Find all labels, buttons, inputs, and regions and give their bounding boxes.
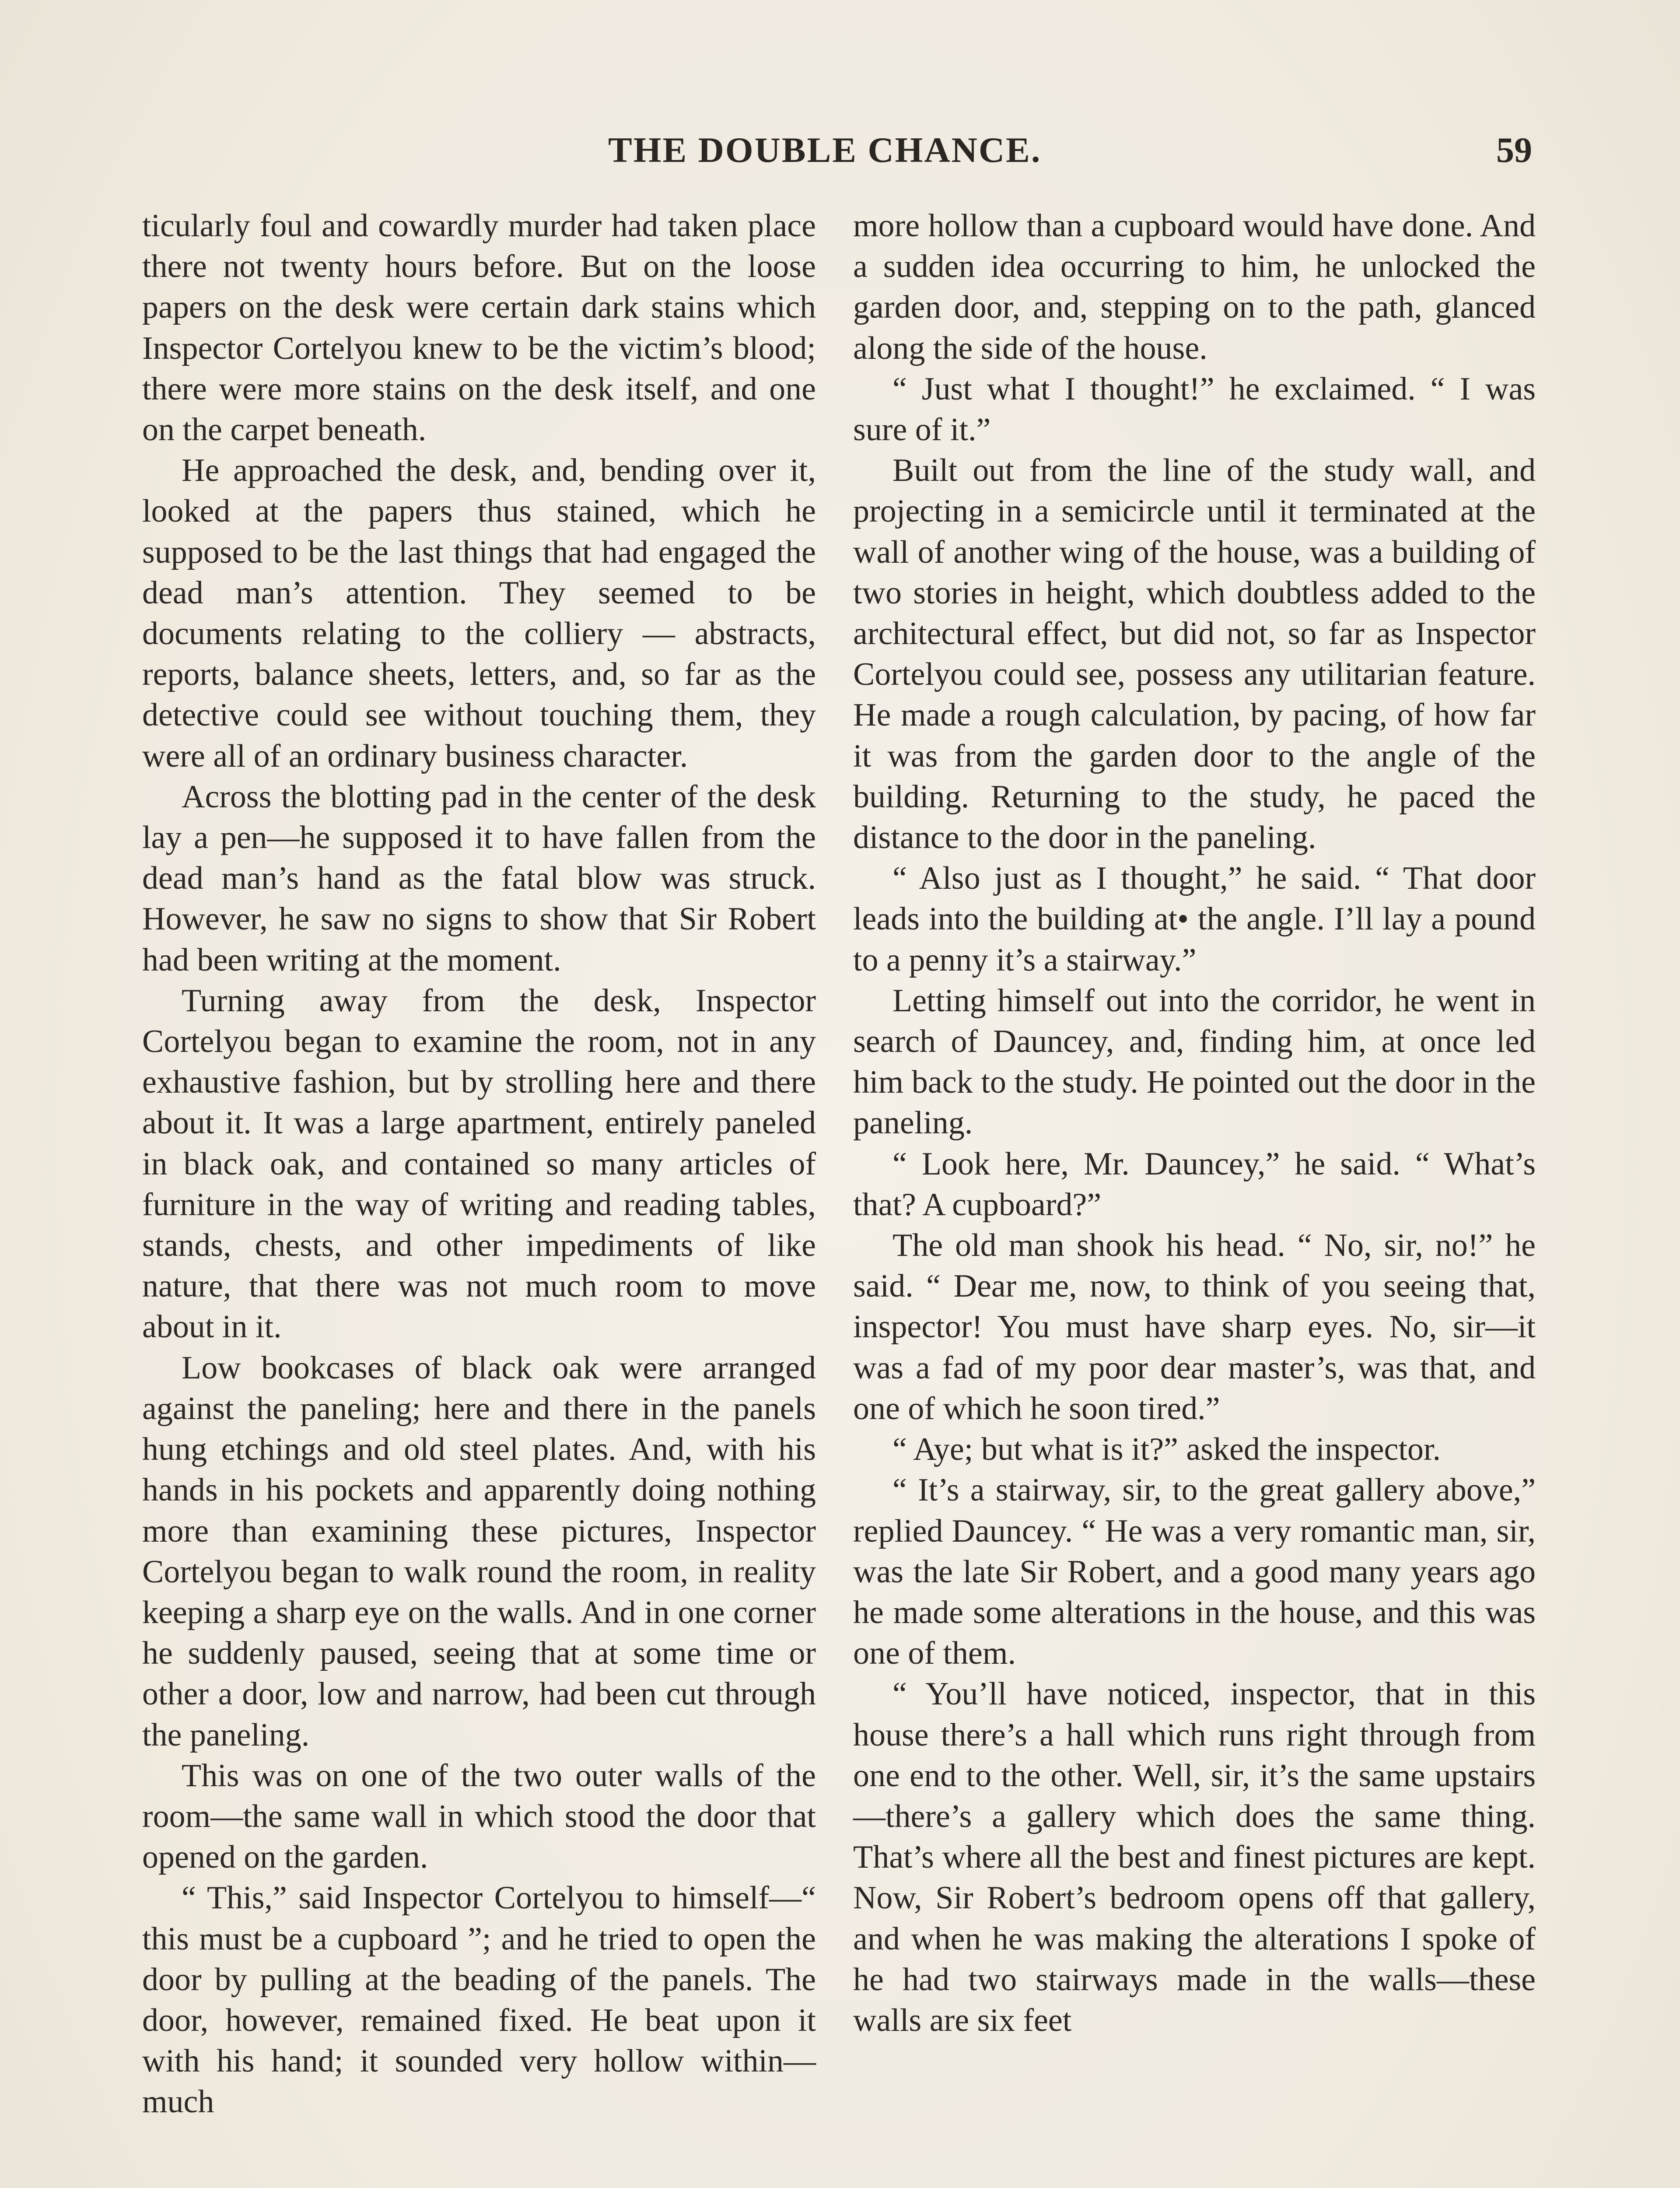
paragraph: “ Also just as I thought,” he said. “ That door leads into the building at• the angle. I’ll lay a pound to a penny it’s a stairway.” (853, 860, 1536, 978)
page-number: 59 (1496, 130, 1532, 170)
paragraph: Turning away from the desk, Inspector Cortelyou began to examine the room, not in any exhaustive fashion, but by strolling here and there about it. It was a large apartment, entirely paneled in black oak, and contained so many articles of furniture in the way of writing and reading tables, stands, chests, and other impediments of like nature, that there was not much room to move about in it. (142, 982, 816, 1345)
paragraph: “ Just what I thought!” he exclaimed. “ I was sure of it.” (853, 371, 1536, 448)
left-column (142, 206, 816, 2188)
paragraph: The old man shook his head. “ No, sir, no!” he said. “ Dear me, now, to think of you seeing that, inspector! You must have sharp eyes. No, sir—it was a fad of my poor dear master’s, was that, and one of which he soon tired.” (853, 1227, 1536, 1427)
paragraph: “ This,” said Inspector Cortelyou to himself—“ this must be a cupboard ”; and he tried to open the door by pulling at the beading of the panels. The door, however, remained fixed. He beat upon it with his hand; it sounded very hollow within—much (142, 1880, 816, 2120)
right-column (853, 206, 1536, 2188)
paragraph: Low bookcases of black oak were arranged against the paneling; here and there in the panels hung etchings and old steel plates. And, with his hands in his pockets and apparently doing nothing more than examining these pictures, Inspector Cortelyou began to walk round the room, in reality keeping a sharp eye on the walls. And in one corner he suddenly paused, seeing that at some time or other a door, low and narrow, had been cut through the paneling. (142, 1350, 816, 1753)
paragraph: Across the blotting pad in the center of the desk lay a pen—he supposed it to have fallen from the dead man’s hand as the fatal blow was struck. However, he saw no signs to show that Sir Robert had been writing at the moment. (142, 778, 816, 978)
paragraph: “ It’s a stairway, sir, to the great gallery above,” replied Dauncey. “ He was a very romantic man, sir, was the late Sir Robert, and a good many years ago he made some alterations in the house, and this was one of them. (853, 1472, 1536, 1672)
paragraph: “ Look here, Mr. Dauncey,” he said. “ What’s that? A cupboard?” (853, 1146, 1536, 1223)
paragraph: “ Aye; but what is it?” asked the inspector. (892, 1431, 1441, 1468)
paragraph: This was on one of the two outer walls of the room—the same wall in which stood the door that opened on the garden. (142, 1757, 816, 1876)
paragraph: Built out from the line of the study wall, and projecting in a semicircle until it terminated at the wall of another wing of the house, was a building of two stories in height, which doubtless added to the architectural effect, but did not, so far as Inspector Cortelyou could see, possess any utilitarian feature. He made a rough calculation, by pacing, of how far it was from the garden door to the angle of the building. Returning to the study, he paced the distance to the door in the paneling. (853, 452, 1536, 856)
running-head (0, 130, 1680, 178)
paragraph: “ You’ll have noticed, inspector, that in this house there’s a hall which runs right through from one end to the other. Well, sir, it’s the same upstairs—there’s a gallery which does the same thing. That’s where all the best and finest pictures are kept. Now, Sir Robert’s bedroom opens off that gallery, and when he was making the alterations I spoke of he had two stairways made in the walls—these walls are six feet (853, 1676, 1536, 2038)
paragraph: He approached the desk, and, bending over it, looked at the papers thus stained, which he supposed to be the last things that had engaged the dead man’s attention. They seemed to be documents relating to the colliery — abstracts, reports, balance sheets, letters, and, so far as the detective could see without touching them, they were all of an ordinary business character. (142, 452, 816, 774)
paragraph: more hollow than a cupboard would have done. And a sudden idea occurring to him, he unlocked the garden door, and, stepping on to the path, glanced along the side of the house. (853, 208, 1536, 366)
paragraph: Letting himself out into the corridor, he went in search of Dauncey, and, finding him, at once led him back to the study. He pointed out the door in the paneling. (853, 982, 1536, 1141)
paragraph: ticularly foul and cowardly murder had taken place there not twenty hours before. But on the loose papers on the desk were certain dark stains which Inspector Cortelyou knew to be the victim’s blood; there were more stains on the desk itself, and one on the carpet beneath. (142, 208, 816, 448)
running-title: THE DOUBLE CHANCE. (608, 130, 1042, 170)
